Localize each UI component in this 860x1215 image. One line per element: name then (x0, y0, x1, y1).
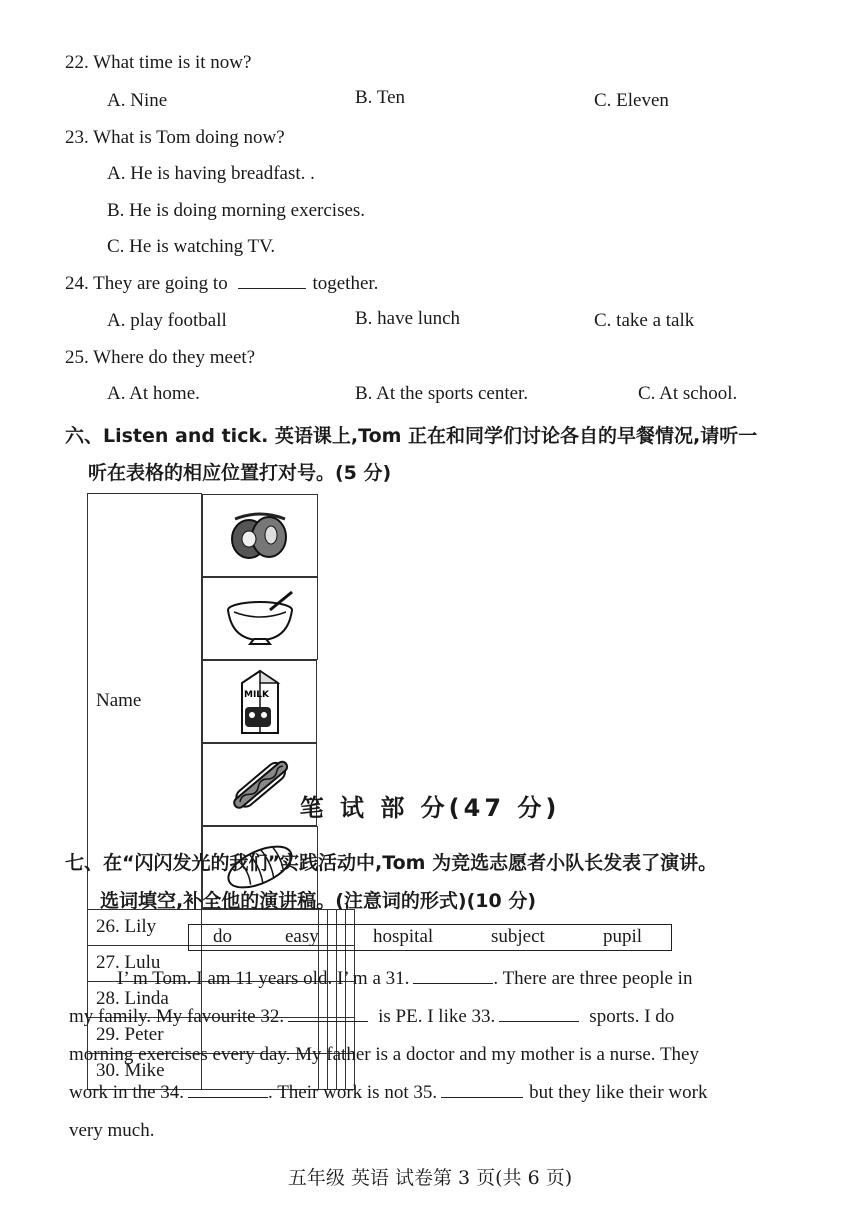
section-6-instruction-line2: 听在表格的相应位置打对号。(5 分) (88, 462, 392, 484)
noodle-bowl-icon (202, 577, 318, 660)
q24-option-c: C. take a talk (594, 310, 695, 331)
passage-text: . There are three people in (493, 968, 693, 989)
passage-text: I’ m Tom. I am 11 years old. I’ m a 31. (117, 968, 410, 989)
word-bank-item: do (213, 926, 232, 947)
answer-blank-34[interactable] (188, 1096, 268, 1098)
answer-blank-33[interactable] (499, 1020, 579, 1022)
passage-text: is PE. I like 33. (378, 1006, 496, 1027)
q25-option-b: B. At the sports center. (355, 383, 529, 404)
passage-text: my family. My favourite 32. (69, 1006, 285, 1027)
passage-line-3: morning exercises every day. My father is a doctor and my mother is a nurse. They (69, 1044, 699, 1065)
row-name: 28. Linda (88, 981, 202, 1017)
word-bank-item: easy (285, 926, 319, 947)
answer-blank-35[interactable] (441, 1096, 523, 1098)
row-name: 30. Mike (88, 1053, 202, 1089)
question-23: 23. What is Tom doing now? (65, 127, 285, 148)
q23-option-a: A. He is having breadfast. . (107, 163, 315, 184)
q24-option-b: B. have lunch (355, 308, 461, 329)
row-name: 26. Lily (88, 909, 202, 945)
section-6-instruction: 六、Listen and tick. 英语课上,Tom 正在和同学们讨论各自的早餐情况,请听一 (65, 425, 758, 447)
name-header: Name (88, 494, 202, 910)
q22-option-b: B. Ten (355, 87, 406, 108)
milk-carton-icon (202, 660, 317, 743)
page-footer: 五年级 英语 试卷第 3 页(共 6 页) (287, 1167, 573, 1189)
q22-option-c: C. Eleven (594, 90, 669, 111)
passage-line-4 (69, 1082, 707, 1104)
word-bank-item: pupil (603, 926, 643, 947)
passage-line-5: very much. (69, 1120, 155, 1141)
passage-line-1 (117, 968, 692, 990)
q24-text-before: 24. They are going to (65, 273, 228, 294)
q22-option-a: A. Nine (107, 90, 168, 111)
q24-text-after: together. (312, 273, 379, 294)
answer-blank-31[interactable] (413, 982, 493, 984)
answer-blank-32[interactable] (288, 1020, 368, 1022)
row-name: 29. Peter (88, 1017, 202, 1053)
passage-text: but they like their work (529, 1082, 708, 1103)
meat-icon (202, 494, 318, 577)
passage-text: sports. I do (589, 1006, 675, 1027)
section-7-instruction: 七、在“闪闪发光的我们”实践活动中,Tom 为竞选志愿者小队长发表了演讲。 (65, 852, 718, 874)
q23-option-c: C. He is watching TV. (107, 236, 276, 257)
q23-option-b: B. He is doing morning exercises. (107, 200, 366, 221)
row-name: 27. Lulu (88, 945, 202, 981)
question-24 (65, 273, 378, 295)
q25-option-a: A. At home. (107, 383, 200, 404)
section-7-instruction-line2: 选词填空,补全他的演讲稿。(注意词的形式)(10 分) (100, 890, 537, 912)
word-bank-box (188, 924, 672, 951)
passage-text: . Their work is not 35. (268, 1082, 438, 1103)
word-bank-item: subject (491, 926, 545, 947)
q25-option-c: C. At school. (638, 383, 738, 404)
passage-text: work in the 34. (69, 1082, 185, 1103)
passage-line-2 (69, 1006, 674, 1028)
answer-blank[interactable] (238, 287, 306, 289)
q24-option-a: A. play football (107, 310, 227, 331)
question-22: 22. What time is it now? (65, 52, 252, 73)
word-bank-item: hospital (373, 926, 434, 947)
written-part-title: 笔 试 部 分(47 分) (299, 794, 561, 822)
milk-label: MILK (243, 690, 269, 700)
question-25: 25. Where do they meet? (65, 347, 256, 368)
